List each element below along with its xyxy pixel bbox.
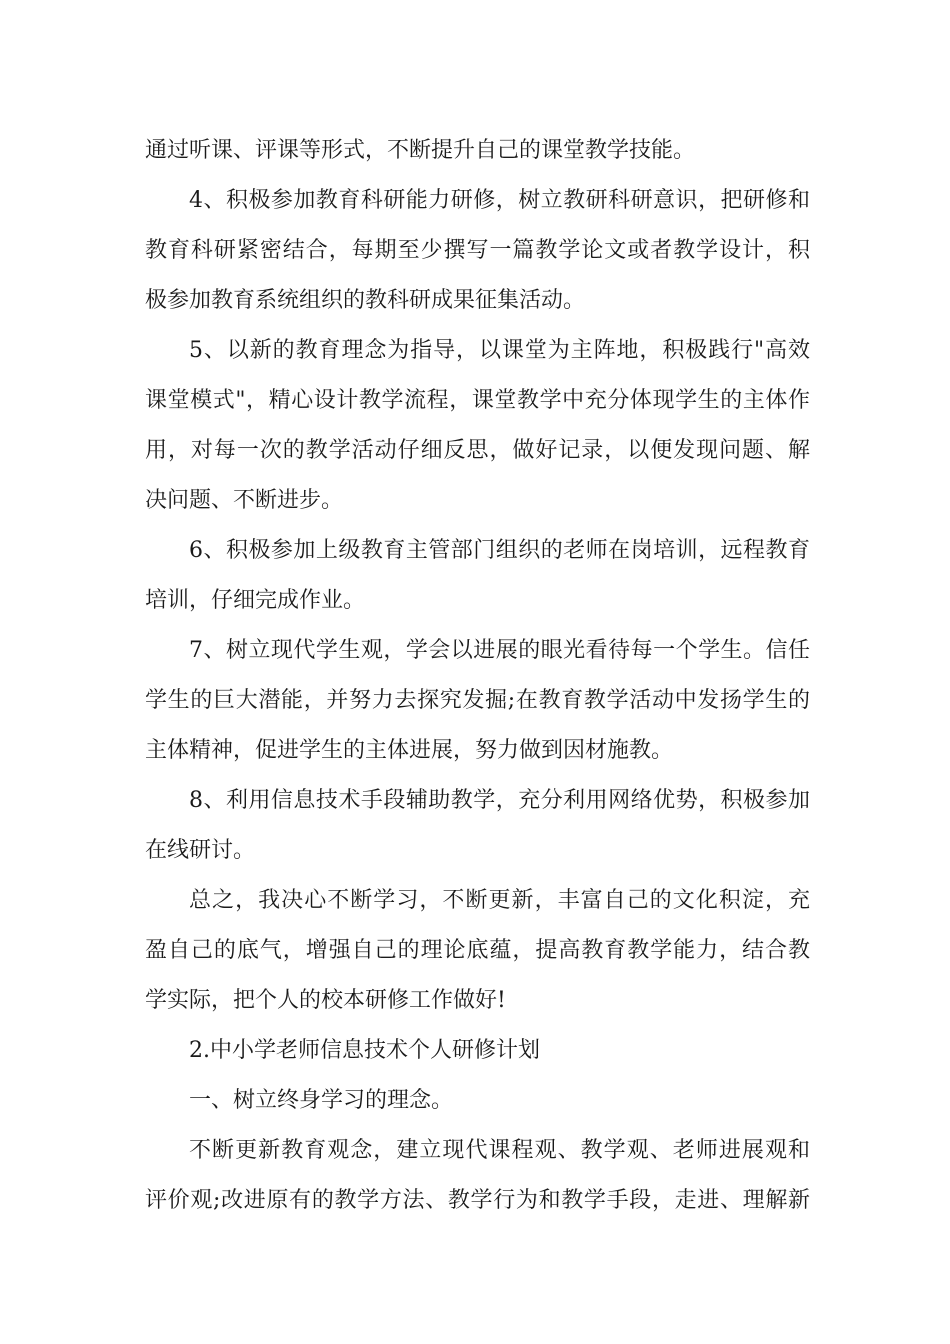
paragraph-8-line-1: 8、利用信息技术手段辅助教学，充分利用网络优势，积极参加 xyxy=(189,788,810,813)
paragraph-6-line-1: 6、积极参加上级教育主管部门组织的老师在岗培训，远程教育 xyxy=(189,538,810,563)
paragraph-5-line-3: 用，对每一次的教学活动仔细反思，做好记录，以便发现问题、解 xyxy=(145,438,810,463)
paragraph-4-line-1: 4、积极参加教育科研能力研修，树立教研科研意识，把研修和 xyxy=(189,188,810,213)
paragraph-5-line-1: 5、以新的教育理念为指导，以课堂为主阵地，积极践行"高效 xyxy=(189,338,810,363)
subsection-heading: 一、树立终身学习的理念。 xyxy=(189,1088,454,1113)
paragraph-5-line-4: 决问题、不断进步。 xyxy=(145,488,344,513)
paragraph-7-line-2: 学生的巨大潜能，并努力去探究发掘;在教育教学活动中发扬学生的 xyxy=(145,688,810,713)
paragraph-7-line-1: 7、树立现代学生观，学会以进展的眼光看待每一个学生。信任 xyxy=(189,638,810,663)
document-body xyxy=(145,126,810,1226)
summary-line-2: 盈自己的底气，增强自己的理论底蕴，提高教育教学能力，结合教 xyxy=(145,938,810,963)
paragraph-7-line-3: 主体精神，促进学生的主体进展，努力做到因材施教。 xyxy=(145,738,674,763)
section-heading: 2.中小学老师信息技术个人研修计划 xyxy=(189,1038,540,1063)
paragraph-6-line-2: 培训，仔细完成作业。 xyxy=(145,588,366,613)
paragraph-4-line-2: 教育科研紧密结合，每期至少撰写一篇教学论文或者教学设计，积 xyxy=(145,238,810,263)
summary-line-1: 总之，我决心不断学习，不断更新，丰富自己的文化积淀，充 xyxy=(189,888,810,913)
paragraph-concept-line-2: 评价观;改进原有的教学方法、教学行为和教学手段，走进、理解新 xyxy=(145,1188,810,1213)
paragraph-concept-line-1: 不断更新教育观念，建立现代课程观、教学观、老师进展观和 xyxy=(189,1138,810,1163)
paragraph-8-line-2: 在线研讨。 xyxy=(145,838,256,863)
summary-line-3: 学实际，把个人的校本研修工作做好! xyxy=(145,988,506,1013)
paragraph-5-line-2: 课堂模式"，精心设计教学流程，课堂教学中充分体现学生的主体作 xyxy=(145,388,810,413)
text-line: 通过听课、评课等形式，不断提升自己的课堂教学技能。 xyxy=(145,138,696,163)
paragraph-4-line-3: 极参加教育系统组织的教科研成果征集活动。 xyxy=(145,288,586,313)
